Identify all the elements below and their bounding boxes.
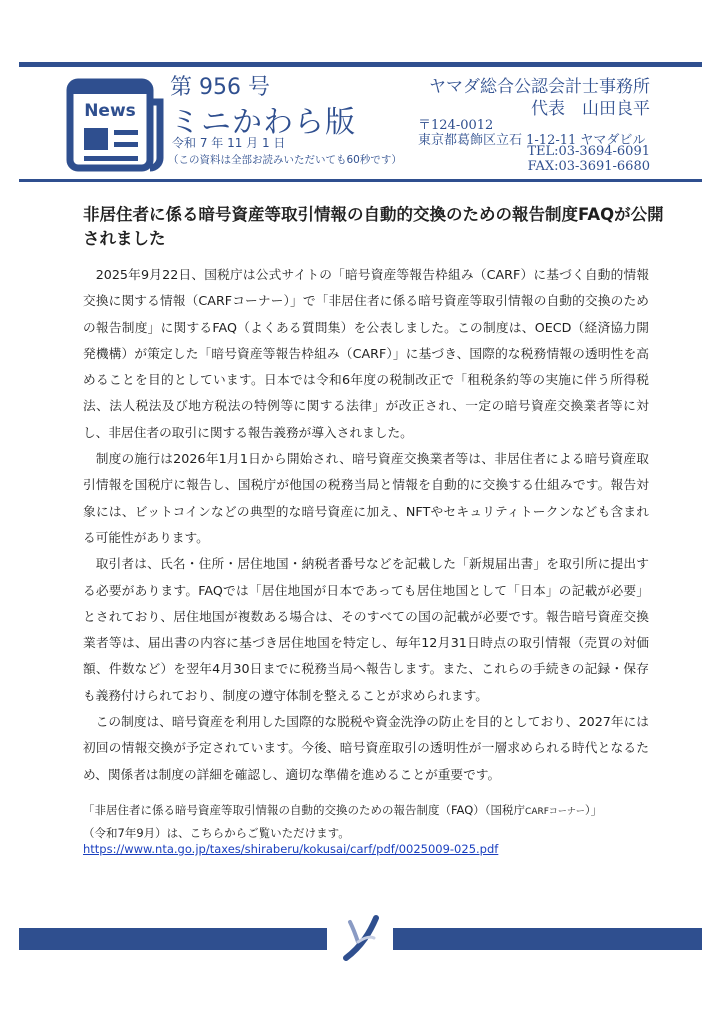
firm-postal-code: 〒124-0012	[418, 118, 494, 133]
reference-line-1-small: CARFコーナー	[525, 807, 585, 817]
newsletter-name: ミニかわら版	[170, 105, 356, 140]
newspaper-icon	[60, 72, 168, 172]
article-paragraph-4: この制度は、暗号資産を利用した国際的な脱税や資金洗浄の防止を目的としており、2027年には初回の情報交換が予定されています。今後、暗号資産取引の透明性が一層求められる時代となるため、関係者は制度の詳細を確認し、適切な準備を進めることが重要です。	[83, 714, 649, 782]
article-title: 非居住者に係る暗号資産等取引情報の自動的交換のための報告制度FAQが公開されました	[83, 205, 664, 248]
header-top-rule	[19, 62, 702, 67]
reference-note	[83, 800, 683, 844]
footer-bar-left	[19, 928, 327, 950]
firm-representative: 代表 山田良平	[531, 99, 650, 119]
article-paragraph-2: 制度の施行は2026年1月1日から開始され、暗号資産交換業者等は、非居住者による暗号資産取引情報を国税庁に報告し、国税庁が他国の税務当局と情報を自動的に交換する仕組みです。報告対象には、ビットコインなどの典型的な暗号資産に加え、NFTやセキュリティトークンなども含まれる可能性があります。	[83, 451, 649, 545]
firm-logo-icon	[336, 912, 386, 962]
reference-line-1	[83, 800, 683, 823]
reference-line-2: （令和7年9月）は、こちらからご覧いただけます。	[83, 826, 350, 840]
article-body	[83, 262, 649, 788]
issue-number: 第 956 号	[170, 75, 270, 100]
firm-fax: FAX:03-3691-6680	[527, 159, 650, 174]
footer-bar-right	[393, 928, 702, 950]
reference-line-1-end: ）」	[584, 803, 603, 817]
firm-tel: TEL:03-3694-6091	[527, 144, 650, 159]
article-paragraph-1: 2025年9月22日、国税庁は公式サイトの「暗号資産等報告枠組み（CARF）に基づく自動的情報交換に関する情報（CARFコーナー）」で「非居住者に係る暗号資産等取引情報の自動的交換のための報告制度」に関するFAQ（よくある質問集）を公表しました。この制度は、OECD（経済協力開発機構）が策定した「暗号資産等報告枠組み（CARF）」に基づき、国際的な税務情報の透明性を高めることを目的としています。日本では令和6年度の税制改正で「租税条約等の実施に伴う所得税法、法人税法及び地方税法の特例等に関する法律」が改正され、一定の暗号資産交換業者等に対し、非居住者の取引に関する報告義務が導入されました。	[83, 267, 649, 440]
reference-line-1-text: 「非居住者に係る暗号資産等取引情報の自動的交換のための報告制度（FAQ）（国税庁	[83, 803, 526, 817]
publication-date: 令和 7 年 11 月 1 日	[172, 136, 286, 150]
firm-address: 東京都葛飾区立石 1-12-11 ヤマダビル	[418, 133, 646, 148]
header-bottom-rule	[19, 179, 702, 182]
article-paragraph-3: 取引者は、氏名・住所・居住地国・納税者番号などを記載した「新規届出書」を取引所に提出する必要があります。FAQでは「居住地国が日本であっても居住地国として「日本」の記載が必要」とされており、居住地国が複数ある場合は、そのすべての国の記載が必要です。報告暗号資産交換業者等は、届出書の内容に基づき居住地国を特定し、毎年12月31日時点の取引情報（売買の対価額、件数など）を翌年4月30日までに税務当局へ報告します。また、これらの手続きの記録・保存も義務付けられており、制度の遵守体制を整えることが求められます。	[83, 556, 649, 703]
firm-name: ヤマダ総合公認会計士事務所	[429, 77, 650, 97]
reference-link[interactable]: https://www.nta.go.jp/taxes/shiraberu/kokusai/carf/pdf/0025009-025.pdf	[83, 842, 499, 856]
news-icon-label: News	[84, 101, 136, 121]
reading-time-note: （この資料は全部お読みいただいても60秒です）	[168, 154, 402, 166]
